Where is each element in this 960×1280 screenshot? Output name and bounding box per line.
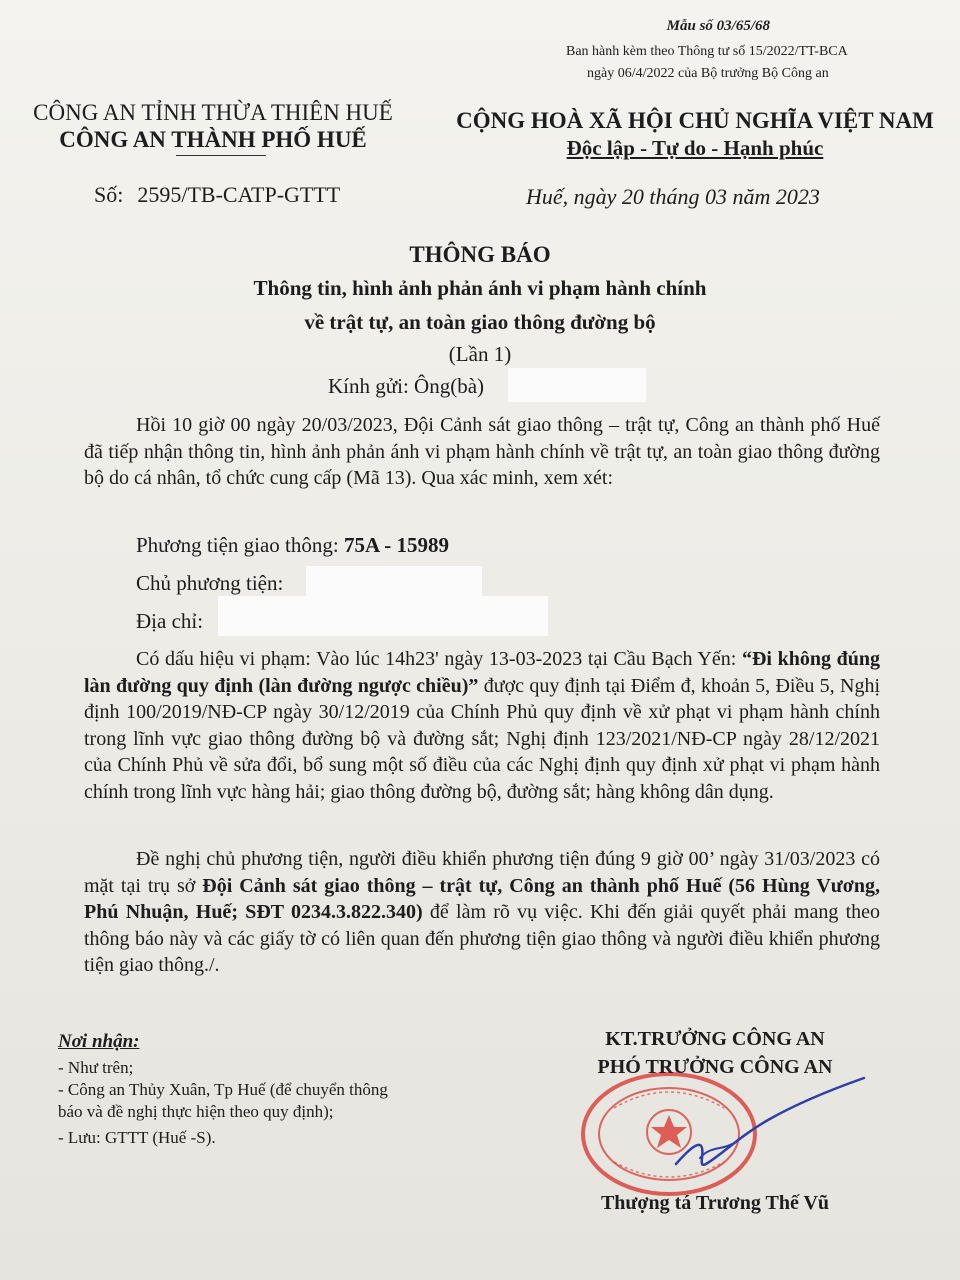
issuing-org-parent: CÔNG AN TỈNH THỪA THIÊN HUẾ	[33, 100, 393, 125]
paragraph-summons	[84, 846, 880, 979]
summons-lead: Đề nghị chủ phương tiện, người điều khiển phương tiện đúng 9 giờ 00’ ngày 31/03/2023 có mặt tại trụ sở	[84, 848, 880, 897]
issuing-org: CÔNG AN THÀNH PHỐ HUẾ	[59, 127, 367, 152]
form-reference-line1: Ban hành kèm theo Thông tư số 15/2022/TT-BCA	[566, 44, 848, 59]
vehicle-field	[136, 533, 449, 558]
document-date: Huế, ngày 20 tháng 03 năm 2023	[526, 184, 820, 209]
redacted-address	[218, 596, 548, 636]
summons-office: Đội Cảnh sát giao thông – trật tự, Công an thành phố Huế (56 Hùng Vương, Phú Nhuận, Huế; SĐT 0234.3.822.340)	[84, 874, 880, 924]
form-number: Mẫu số 03/65/68	[666, 18, 770, 34]
address-field	[136, 609, 203, 634]
signature-authority: KT.TRƯỞNG CÔNG AN	[605, 1028, 825, 1050]
vehicle-label: Phương tiện giao thông:	[136, 533, 339, 557]
recipient-item: - Công an Thủy Xuân, Tp Huế (để chuyển thông	[58, 1080, 388, 1099]
summons-instructions: để làm rõ vụ việc. Khi đến giải quyết phải mang theo thông báo này và các giấy tờ có liên quan đến phương tiện giao thông và người điều khiển phương tiện giao thông./.	[84, 901, 881, 977]
recipient-item: báo và đề nghị thực hiện theo quy định);	[58, 1102, 334, 1121]
violation-legal-basis: được quy định tại Điểm đ, khoản 5, Điều 5, Nghị định 100/2019/NĐ-CP ngày 30/12/2019 của Chính Phủ quy định về xử phạt vi phạm hành chính trong lĩnh vực giao thông đường bộ và đường sắt; Nghị định 123/2021/NĐ-CP ngày 28/12/2021 của Chính Phủ về sửa đổi, bổ sung một số điều của các Nghị định quy định xử phạt vi phạm hành chính trong lĩnh vực hàng hải; giao thông đường bộ, đường sắt; hàng không dân dụng.	[84, 674, 880, 803]
vehicle-plate: 75A - 15989	[343, 533, 449, 557]
document-subtitle-line1: Thông tin, hình ảnh phản ánh vi phạm hành chính	[253, 276, 707, 300]
redacted-owner-name	[306, 566, 482, 600]
form-reference-line2: ngày 06/4/2022 của Bộ trưởng Bộ Công an	[587, 66, 829, 81]
document-number	[94, 182, 340, 208]
signature-position: PHÓ TRƯỞNG CÔNG AN	[597, 1056, 833, 1078]
handwritten-signature	[640, 1060, 880, 1190]
national-title: CỘNG HOÀ XÃ HỘI CHỦ NGHĨA VIỆT NAM	[456, 108, 934, 133]
notice-occurrence: (Lần 1)	[448, 342, 512, 366]
owner-field	[136, 571, 283, 596]
org-underline	[176, 155, 266, 156]
recipient-item: - Như trên;	[58, 1058, 134, 1077]
paragraph-intake: Hồi 10 giờ 00 ngày 20/03/2023, Đội Cảnh sát giao thông – trật tự, Công an thành phố Huế đã tiếp nhận thông tin, hình ảnh phản ánh vi phạm hành chính về trật tự, an toàn giao thông đường bộ do cá nhân, tổ chức cung cấp (Mã 13). Qua xác minh, xem xét:	[84, 414, 880, 490]
recipient-salutation: Kính gửi: Ông(bà)	[328, 374, 485, 398]
document-title: THÔNG BÁO	[409, 242, 551, 267]
paragraph-violation	[84, 646, 880, 806]
national-motto: Độc lập - Tự do - Hạnh phúc	[566, 136, 824, 160]
violation-description: “Đi không đúng làn đường quy định (làn đường ngược chiều)”	[84, 648, 880, 697]
document-subtitle-line2: về trật tự, an toàn giao thông đường bộ	[304, 310, 656, 334]
recipients-title: Nơi nhận:	[58, 1031, 140, 1052]
recipient-item: - Lưu: GTTT (Huế -S).	[58, 1128, 216, 1147]
address-label: Địa chỉ:	[136, 609, 204, 633]
owner-label: Chủ phương tiện:	[136, 571, 284, 595]
violation-lead: Có dấu hiệu vi phạm: Vào lúc 14h23' ngày 13-03-2023 tại Cầu Bạch Yến:	[136, 648, 737, 670]
document-number-label: Số:	[94, 182, 124, 207]
redacted-recipient-name	[508, 368, 646, 402]
signer-name: Thượng tá Trương Thế Vũ	[600, 1192, 830, 1214]
document-number-value: 2595/TB-CATP-GTTT	[137, 182, 341, 207]
